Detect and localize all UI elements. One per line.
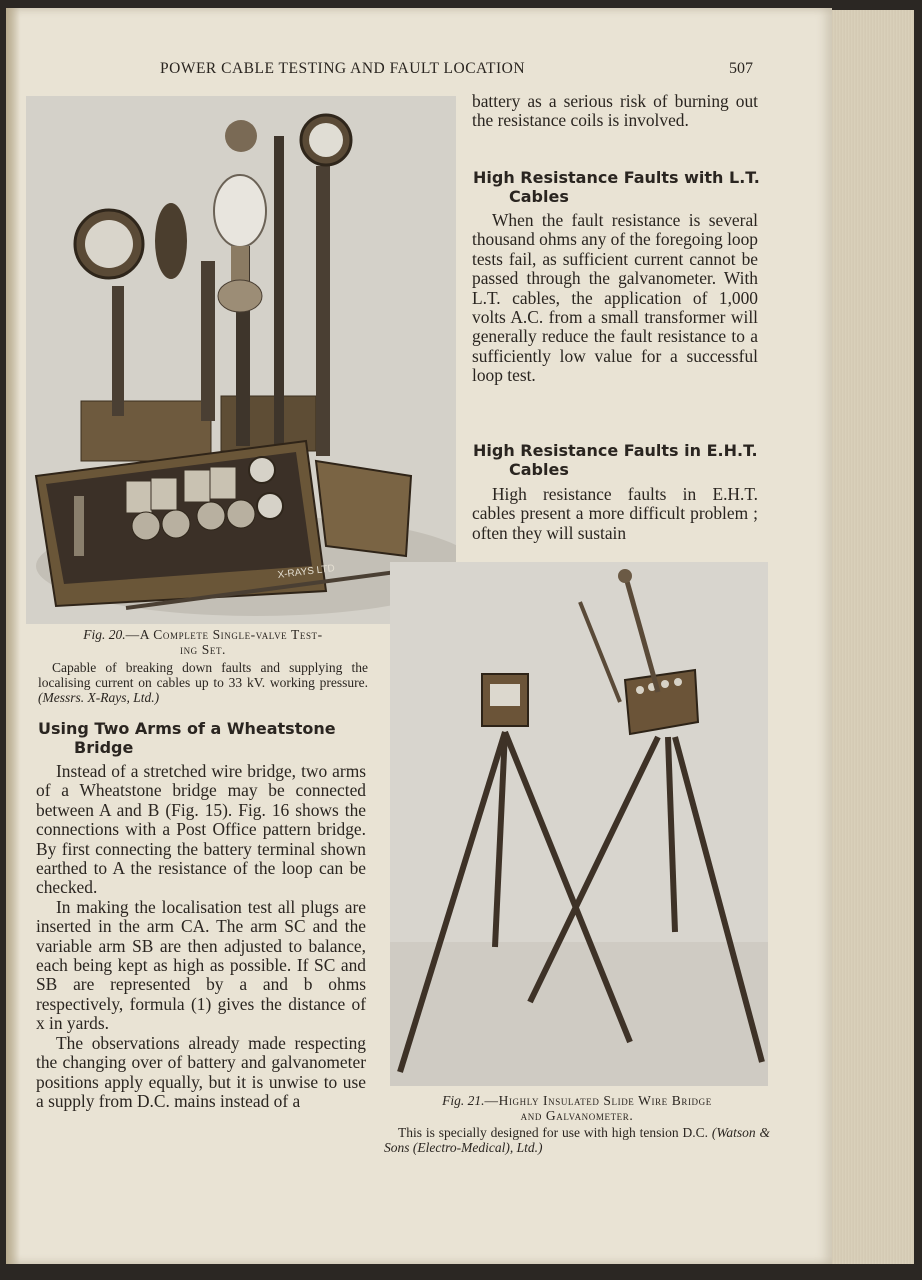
fig21-description: This is specially designed for use with high tension D.C. xyxy=(398,1125,708,1140)
eht-cables-paragraph: High resistance faults in E.H.T. cables present a more difficult problem ; often they will sustain xyxy=(472,484,758,543)
lt-cables-paragraph: When the fault resistance is several thousand ohms any of the foregoing loop tests fail, as sufficient current cannot be passed through the galvanometer. With L.T. cables, the application of 1,000 volts A.C. from a small transformer will generally reduce the fault resistance to a sufficiently low value for a successful loop test. xyxy=(472,210,758,386)
running-header: POWER CABLE TESTING AND FAULT LOCATION xyxy=(160,60,526,77)
heading-lt-cables xyxy=(473,168,763,206)
fig20-caption xyxy=(38,627,368,705)
fig21-photo xyxy=(390,562,768,1086)
fig21-label: Fig. 21. xyxy=(442,1093,485,1108)
fig20-photo xyxy=(26,96,456,624)
eht-cables-body xyxy=(472,485,758,543)
fig20-title-line2: ing Set. xyxy=(179,642,227,657)
fig20-description: Capable of breaking down faults and supplying the localising current on cables up to 33 kV. working pressure. xyxy=(38,660,368,690)
fig20-label: Fig. 20. xyxy=(83,627,126,642)
fig21-title-line1: —Highly Insulated Slide Wire Bridge xyxy=(484,1093,712,1108)
continuation-paragraph: battery as a serious risk of burning out the resistance coils is involved. xyxy=(472,91,758,131)
heading-lt-line2: Cables xyxy=(509,187,569,206)
fig21-caption xyxy=(384,1093,770,1155)
page-number: 507 xyxy=(729,60,753,77)
page-edges xyxy=(832,10,914,1264)
heading-eht-cables xyxy=(473,441,763,479)
page-gutter xyxy=(6,8,20,1264)
fig21-credit: (Watson & Sons (Electro-Medical), Ltd.) xyxy=(384,1125,770,1155)
wheatstone-paragraph-3: The observations already made respecting the changing over of battery and galvanometer positions apply equally, but it is unwise to use a supply from D.C. mains instead of a xyxy=(36,1032,366,1111)
wheatstone-body xyxy=(36,762,366,1111)
wheatstone-paragraph-2: In making the localisation test all plugs are inserted in the arm CA. The arm SC and the variable arm SB are then adjusted to balance, each being kept as high as possible. If SC and SB are represented by a and b ohms respectively, formula (1) gives the distance of x in yards. xyxy=(36,896,366,1034)
heading-wheatstone-line2: Bridge xyxy=(74,738,134,757)
heading-wheatstone-line1: Using Two Arms of a Wheatstone xyxy=(38,719,336,738)
fig20-title-line1: —A Complete Single-valve Test- xyxy=(125,627,323,642)
fig21-bridge-illustration xyxy=(390,562,768,1086)
lt-cables-body xyxy=(472,211,758,386)
heading-eht-line2: Cables xyxy=(509,460,569,479)
wheatstone-paragraph-1: Instead of a stretched wire bridge, two arms of a Wheatstone bridge may be connected between A and B (Fig. 15). Fig. 16 shows the connections with a Post Office pattern bridge. By first connecting the battery terminal shown earthed to A the resistance of the loop can be checked. xyxy=(36,761,366,898)
heading-lt-line1: High Resistance Faults with L.T. xyxy=(473,168,760,187)
heading-wheatstone xyxy=(38,719,378,757)
fig21-title-line2: and Galvanometer. xyxy=(520,1108,634,1123)
right-column-continuation xyxy=(472,92,758,131)
fig20-credit: (Messrs. X-Rays, Ltd.) xyxy=(38,690,160,705)
fig20-plate-text: X-RAYS LTD xyxy=(277,563,336,581)
heading-eht-line1: High Resistance Faults in E.H.T. xyxy=(473,441,758,460)
fig20-testing-set-illustration xyxy=(26,96,456,624)
